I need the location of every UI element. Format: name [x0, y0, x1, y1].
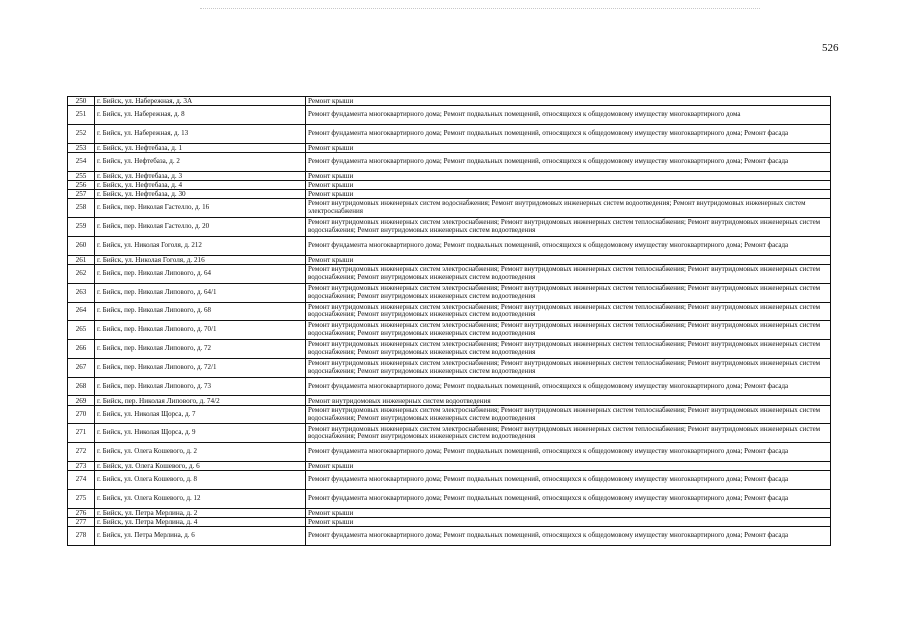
row-address: г. Бийск, ул. Петра Мерлина, д. 2 [95, 509, 306, 517]
row-number: 251 [68, 106, 95, 124]
repair-works-table [67, 96, 831, 546]
row-number: 257 [68, 190, 95, 198]
row-work-types: Ремонт внутридомовых инженерных систем электроснабжения; Ремонт внутридомовых инженерных систем теплоснабжения; Ремонт внутридомовых инженерных систем водоснабжения; Ремонт внутридомовых инженерных систем водоотведения [306, 284, 831, 302]
row-address: г. Бийск, пер. Николая Липового, д. 68 [95, 303, 306, 321]
row-work-types: Ремонт крыши [306, 518, 831, 526]
row-number: 250 [68, 97, 95, 105]
table-row [68, 424, 831, 443]
table-row [68, 181, 831, 190]
row-work-types: Ремонт внутридомовых инженерных систем водоснабжения; Ремонт внутридомовых инженерных систем водоотведения; Ремонт внутридомовых инженерных систем электроснабжения [306, 199, 831, 217]
table-row [68, 443, 831, 462]
table-row [68, 153, 831, 172]
table-row [68, 97, 831, 106]
row-address: г. Бийск, ул. Олега Кошевого, д. 8 [95, 471, 306, 489]
row-address: г. Бийск, ул. Петра Мерлина, д. 4 [95, 518, 306, 526]
row-work-types: Ремонт фундамента многоквартирного дома; Ремонт подвальных помещений, относящихся к общедомовому имуществу многоквартирного дома; Ремонт фасада [306, 490, 831, 508]
row-number: 275 [68, 490, 95, 508]
row-work-types: Ремонт внутридомовых инженерных систем электроснабжения; Ремонт внутридомовых инженерных систем теплоснабжения; Ремонт внутридомовых инженерных систем водоснабжения; Ремонт внутридомовых инженерных систем водоотведения [306, 265, 831, 283]
row-address: г. Бийск, пер. Николая Гастелло, д. 16 [95, 199, 306, 217]
table-row [68, 144, 831, 153]
row-number: 260 [68, 237, 95, 255]
row-number: 277 [68, 518, 95, 526]
row-number: 273 [68, 462, 95, 470]
row-number: 254 [68, 153, 95, 171]
row-number: 271 [68, 424, 95, 442]
row-number: 267 [68, 359, 95, 377]
row-work-types: Ремонт крыши [306, 509, 831, 517]
row-address: г. Бийск, ул. Набережная, д. 8 [95, 106, 306, 124]
row-work-types: Ремонт внутридомовых инженерных систем электроснабжения; Ремонт внутридомовых инженерных систем теплоснабжения; Ремонт внутридомовых инженерных систем водоснабжения; Ремонт внутридомовых инженерных систем водоотведения [306, 340, 831, 358]
row-work-types: Ремонт фундамента многоквартирного дома; Ремонт подвальных помещений, относящихся к общедомовому имуществу многоквартирного дома; Ремонт фасада [306, 471, 831, 489]
row-address: г. Бийск, ул. Николая Гоголя, д. 216 [95, 256, 306, 264]
row-work-types: Ремонт фундамента многоквартирного дома; Ремонт подвальных помещений, относящихся к общедомовому имуществу многоквартирного дома [306, 106, 831, 124]
row-work-types: Ремонт внутридомовых инженерных систем электроснабжения; Ремонт внутридомовых инженерных систем теплоснабжения; Ремонт внутридомовых инженерных систем водоснабжения; Ремонт внутридомовых инженерных систем водоотведения [306, 321, 831, 339]
table-row [68, 509, 831, 518]
row-work-types: Ремонт крыши [306, 190, 831, 198]
table-row [68, 359, 831, 378]
row-work-types: Ремонт крыши [306, 256, 831, 264]
row-address: г. Бийск, ул. Николая Гоголя, д. 212 [95, 237, 306, 255]
row-number: 261 [68, 256, 95, 264]
row-number: 252 [68, 125, 95, 143]
row-work-types: Ремонт внутридомовых инженерных систем электроснабжения; Ремонт внутридомовых инженерных систем теплоснабжения; Ремонт внутридомовых инженерных систем водоснабжения; Ремонт внутридомовых инженерных систем водоотведения [306, 359, 831, 377]
row-address: г. Бийск, ул. Олега Кошевого, д. 2 [95, 443, 306, 461]
table-row [68, 199, 831, 218]
row-work-types: Ремонт фундамента многоквартирного дома; Ремонт подвальных помещений, относящихся к общедомовому имуществу многоквартирного дома; Ремонт фасада [306, 527, 831, 545]
row-number: 262 [68, 265, 95, 283]
row-number: 268 [68, 378, 95, 396]
row-address: г. Бийск, пер. Николая Липового, д. 70/1 [95, 321, 306, 339]
row-number: 253 [68, 144, 95, 152]
page-number: 526 [822, 42, 839, 54]
table-row [68, 190, 831, 199]
table-row [68, 321, 831, 340]
row-number: 276 [68, 509, 95, 517]
row-number: 264 [68, 303, 95, 321]
row-address: г. Бийск, ул. Нефтебаза, д. 4 [95, 181, 306, 189]
row-number: 274 [68, 471, 95, 489]
row-address: г. Бийск, ул. Олега Кошевого, д. 6 [95, 462, 306, 470]
row-address: г. Бийск, ул. Нефтебаза, д. 2 [95, 153, 306, 171]
table-row [68, 172, 831, 181]
table-row [68, 462, 831, 471]
row-number: 266 [68, 340, 95, 358]
row-number: 269 [68, 396, 95, 404]
row-address: г. Бийск, ул. Нефтебаза, д. 1 [95, 144, 306, 152]
row-work-types: Ремонт фундамента многоквартирного дома; Ремонт подвальных помещений, относящихся к общедомовому имуществу многоквартирного дома; Ремонт фасада [306, 237, 831, 255]
row-number: 258 [68, 199, 95, 217]
row-address: г. Бийск, пер. Николая Гастелло, д. 20 [95, 218, 306, 236]
row-address: г. Бийск, пер. Николая Липового, д. 72/1 [95, 359, 306, 377]
row-address: г. Бийск, ул. Николая Щорса, д. 7 [95, 406, 306, 424]
row-address: г. Бийск, ул. Николая Щорса, д. 9 [95, 424, 306, 442]
row-number: 278 [68, 527, 95, 545]
table-row [68, 406, 831, 425]
row-number: 256 [68, 181, 95, 189]
row-address: г. Бийск, ул. Набережная, д. 13 [95, 125, 306, 143]
table-row [68, 125, 831, 144]
row-work-types: Ремонт крыши [306, 172, 831, 180]
row-number: 259 [68, 218, 95, 236]
table-row [68, 490, 831, 509]
table-row [68, 340, 831, 359]
row-work-types: Ремонт внутридомовых инженерных систем электроснабжения; Ремонт внутридомовых инженерных систем теплоснабжения; Ремонт внутридомовых инженерных систем водоснабжения; Ремонт внутридомовых инженерных систем водоотведения [306, 303, 831, 321]
table-row [68, 106, 831, 125]
table-row [68, 265, 831, 284]
table-row [68, 471, 831, 490]
row-work-types: Ремонт внутридомовых инженерных систем водоотведения [306, 396, 831, 404]
row-work-types: Ремонт фундамента многоквартирного дома; Ремонт подвальных помещений, относящихся к общедомовому имуществу многоквартирного дома; Ремонт фасада [306, 378, 831, 396]
row-address: г. Бийск, ул. Нефтебаза, д. 3 [95, 172, 306, 180]
row-number: 272 [68, 443, 95, 461]
table-row [68, 237, 831, 256]
row-address: г. Бийск, ул. Нефтебаза, д. 30 [95, 190, 306, 198]
row-work-types: Ремонт фундамента многоквартирного дома; Ремонт подвальных помещений, относящихся к общедомовому имуществу многоквартирного дома; Ремонт фасада [306, 125, 831, 143]
row-address: г. Бийск, пер. Николая Липового, д. 72 [95, 340, 306, 358]
row-address: г. Бийск, ул. Набережная, д. 3А [95, 97, 306, 105]
row-work-types: Ремонт крыши [306, 97, 831, 105]
row-work-types: Ремонт внутридомовых инженерных систем электроснабжения; Ремонт внутридомовых инженерных систем теплоснабжения; Ремонт внутридомовых инженерных систем водоснабжения; Ремонт внутридомовых инженерных систем водоотведения [306, 218, 831, 236]
table-row [68, 378, 831, 397]
row-address: г. Бийск, пер. Николая Липового, д. 73 [95, 378, 306, 396]
row-work-types: Ремонт крыши [306, 181, 831, 189]
row-number: 270 [68, 406, 95, 424]
row-address: г. Бийск, ул. Петра Мерлина, д. 6 [95, 527, 306, 545]
table-row [68, 396, 831, 405]
table-row [68, 256, 831, 265]
row-work-types: Ремонт внутридомовых инженерных систем электроснабжения; Ремонт внутридомовых инженерных систем теплоснабжения; Ремонт внутридомовых инженерных систем водоснабжения; Ремонт внутридомовых инженерных систем водоотведения [306, 406, 831, 424]
row-address: г. Бийск, пер. Николая Липового, д. 64 [95, 265, 306, 283]
row-address: г. Бийск, пер. Николая Липового, д. 74/2 [95, 396, 306, 404]
table-row [68, 303, 831, 322]
row-work-types: Ремонт фундамента многоквартирного дома; Ремонт подвальных помещений, относящихся к общедомовому имуществу многоквартирного дома; Ремонт фасада [306, 443, 831, 461]
table-row [68, 527, 831, 546]
table-row [68, 284, 831, 303]
row-work-types: Ремонт фундамента многоквартирного дома; Ремонт подвальных помещений, относящихся к общедомовому имуществу многоквартирного дома; Ремонт фасада [306, 153, 831, 171]
table-row [68, 518, 831, 527]
row-number: 263 [68, 284, 95, 302]
scan-artifact-line [200, 8, 760, 9]
row-number: 255 [68, 172, 95, 180]
row-address: г. Бийск, ул. Олега Кошевого, д. 12 [95, 490, 306, 508]
table-row [68, 218, 831, 237]
row-address: г. Бийск, пер. Николая Липового, д. 64/1 [95, 284, 306, 302]
row-number: 265 [68, 321, 95, 339]
row-work-types: Ремонт крыши [306, 144, 831, 152]
row-work-types: Ремонт крыши [306, 462, 831, 470]
row-work-types: Ремонт внутридомовых инженерных систем электроснабжения; Ремонт внутридомовых инженерных систем теплоснабжения; Ремонт внутридомовых инженерных систем водоснабжения; Ремонт внутридомовых инженерных систем водоотведения [306, 424, 831, 442]
